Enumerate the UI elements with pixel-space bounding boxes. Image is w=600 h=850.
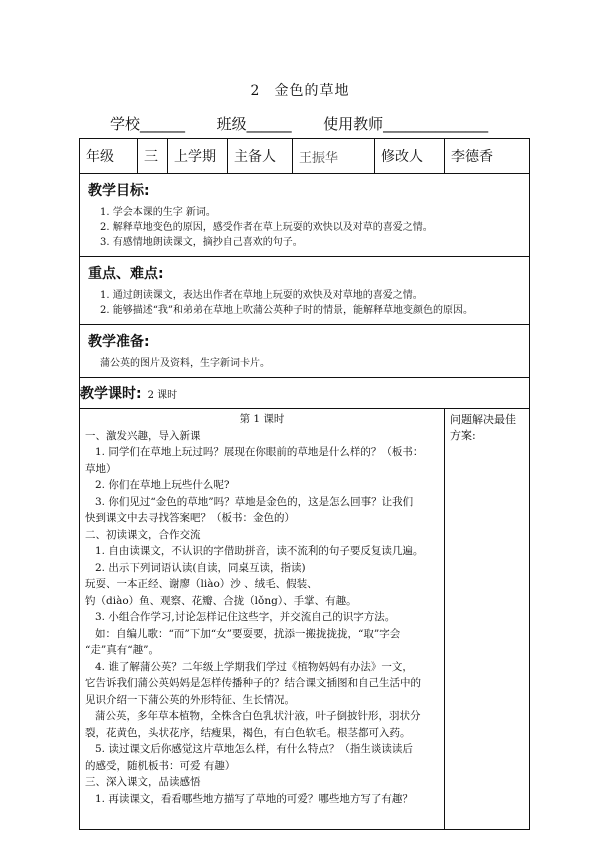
lesson-line: 一、激发兴趣，导入新课 (85, 429, 201, 442)
header-fields (110, 113, 488, 134)
lesson-line: 快到课文中去寻找答案吧？（板书：金色的） (85, 512, 295, 524)
lead-value: 王振华 (293, 139, 375, 174)
lesson-line: 3. 你们见过“金色的草地”吗？草地是金色的，这是怎么回事？让我们 (95, 495, 414, 508)
lesson-line: 钓（diào）鱼、观察、花瓣、合拢（lǒng）、手掌、有趣。 (85, 594, 357, 607)
lesson-line: 裂，花黄色，头状花序，结瘦果，褐色，有白色软毛。根茎都可入药。 (85, 726, 411, 739)
session-heading: 第 1 课时 (239, 413, 285, 425)
class-field[interactable]: 班级______ (216, 115, 292, 133)
prep-heading: 教学准备: (88, 334, 150, 350)
page-title (0, 80, 600, 100)
hours-heading: 教学课时: (80, 386, 142, 402)
side-note: 问题解决最佳方案: (445, 409, 530, 830)
lesson-plan-table (79, 138, 530, 830)
lesson-line: 玩耍、一本正经、谢廖（liào）沙 、绒毛、假装、 (85, 578, 318, 590)
lesson-line: “走”真有“趣”。 (85, 644, 159, 656)
lesson-line: 1. 自由读课文，不认识的字借助拼音，读不流利的句子要反复读几遍。 (95, 545, 424, 557)
goal-item: 2. 解释草地变色的原因，感受作者在草上玩耍的欢快以及对草的喜爱之情。 (100, 222, 433, 233)
goal-item: 1. 学会本课的生字 新词。 (100, 207, 216, 218)
prep-text: 蒲公英的图片及资料，生字新词卡片。 (100, 358, 270, 369)
lead-label: 主备人 (228, 139, 293, 174)
lesson-line: 的感受，随机板书：可爱 有趣） (85, 759, 236, 772)
goal-item: 3. 有感情地朗读课文，摘抄自己喜欢的句子。 (100, 237, 303, 248)
lesson-number: 2 (250, 83, 261, 99)
lesson-line: 二、初读课文，合作交流 (85, 528, 201, 541)
lesson-line: 4. 谁了解蒲公英？二年级上学期我们学过《植物妈妈有办法》一文， (95, 660, 413, 673)
lesson-line: 蒲公英，多年草本植物，全株含白色乳状汁液，叶子倒披针形，羽状分 (95, 710, 421, 722)
prep-row (80, 325, 530, 378)
grade-label: 年级 (80, 139, 138, 174)
goals-list (80, 200, 529, 256)
school-field[interactable]: 学校______ (110, 115, 186, 133)
lesson-line: 见识介绍一下蒲公英的外形特征、生长情况。 (85, 693, 295, 706)
lesson-line: 它告诉我们蒲公英妈妈是怎样传播种子的？结合课文插图和自己生活中的 (85, 677, 421, 689)
lesson-line: 1. 同学们在草地上玩过吗？展现在你眼前的草地是什么样的？（板书： (95, 446, 424, 458)
key-point-item: 2. 能够描述“我”和弟弟在草地上吹蒲公英种子时的情景，能解释草地变颜色的原因。 (100, 305, 473, 316)
lesson-line: 草地） (85, 462, 117, 475)
lesson-line: 2. 出示下列词语认读(自读，同桌互读，指读) (95, 561, 306, 574)
key-points-row (80, 257, 530, 325)
lesson-line: 5. 读过课文后你感觉这片草地怎么样，有什么特点？（指生谈读读后 (95, 743, 413, 755)
hours-row (80, 378, 530, 409)
lesson-line: 3. 小组合作学习,讨论怎样记住这些字，并交流自己的识字方法。 (95, 611, 396, 623)
key-point-item: 1. 通过朗读课文，表达出作者在草地上玩耍的欢快及对草地的喜爱之情。 (100, 290, 423, 301)
lesson-title: 金色的草地 (274, 83, 350, 99)
grade-value: 三 (138, 139, 168, 174)
term-value: 上学期 (168, 139, 228, 174)
key-points-list (80, 283, 529, 324)
lesson-content (80, 409, 445, 830)
lesson-line: 三、深入课文，品读感悟 (85, 776, 201, 788)
editor-label: 修改人 (375, 139, 445, 174)
goals-heading: 教学目标: (88, 183, 150, 199)
lesson-line: 1. 再读课文，看看哪些地方描写了草地的可爱？哪些地方写了有趣？ (95, 792, 413, 805)
teacher-field[interactable]: 使用教师______________ (323, 115, 489, 133)
goals-row (80, 174, 530, 257)
lesson-line: 2. 你们在草地上玩些什么呢? (95, 479, 230, 491)
editor-value: 李德香 (445, 139, 530, 174)
key-points-heading: 重点、难点: (88, 266, 164, 282)
meta-row (80, 139, 530, 174)
lesson-line: 如：自编儿歌：“而”下加“女”要耍要，扰添一搬拢拢拢，“取”字会 (95, 627, 401, 640)
lesson-row (80, 409, 530, 830)
hours-value: 2 课时 (147, 390, 178, 401)
